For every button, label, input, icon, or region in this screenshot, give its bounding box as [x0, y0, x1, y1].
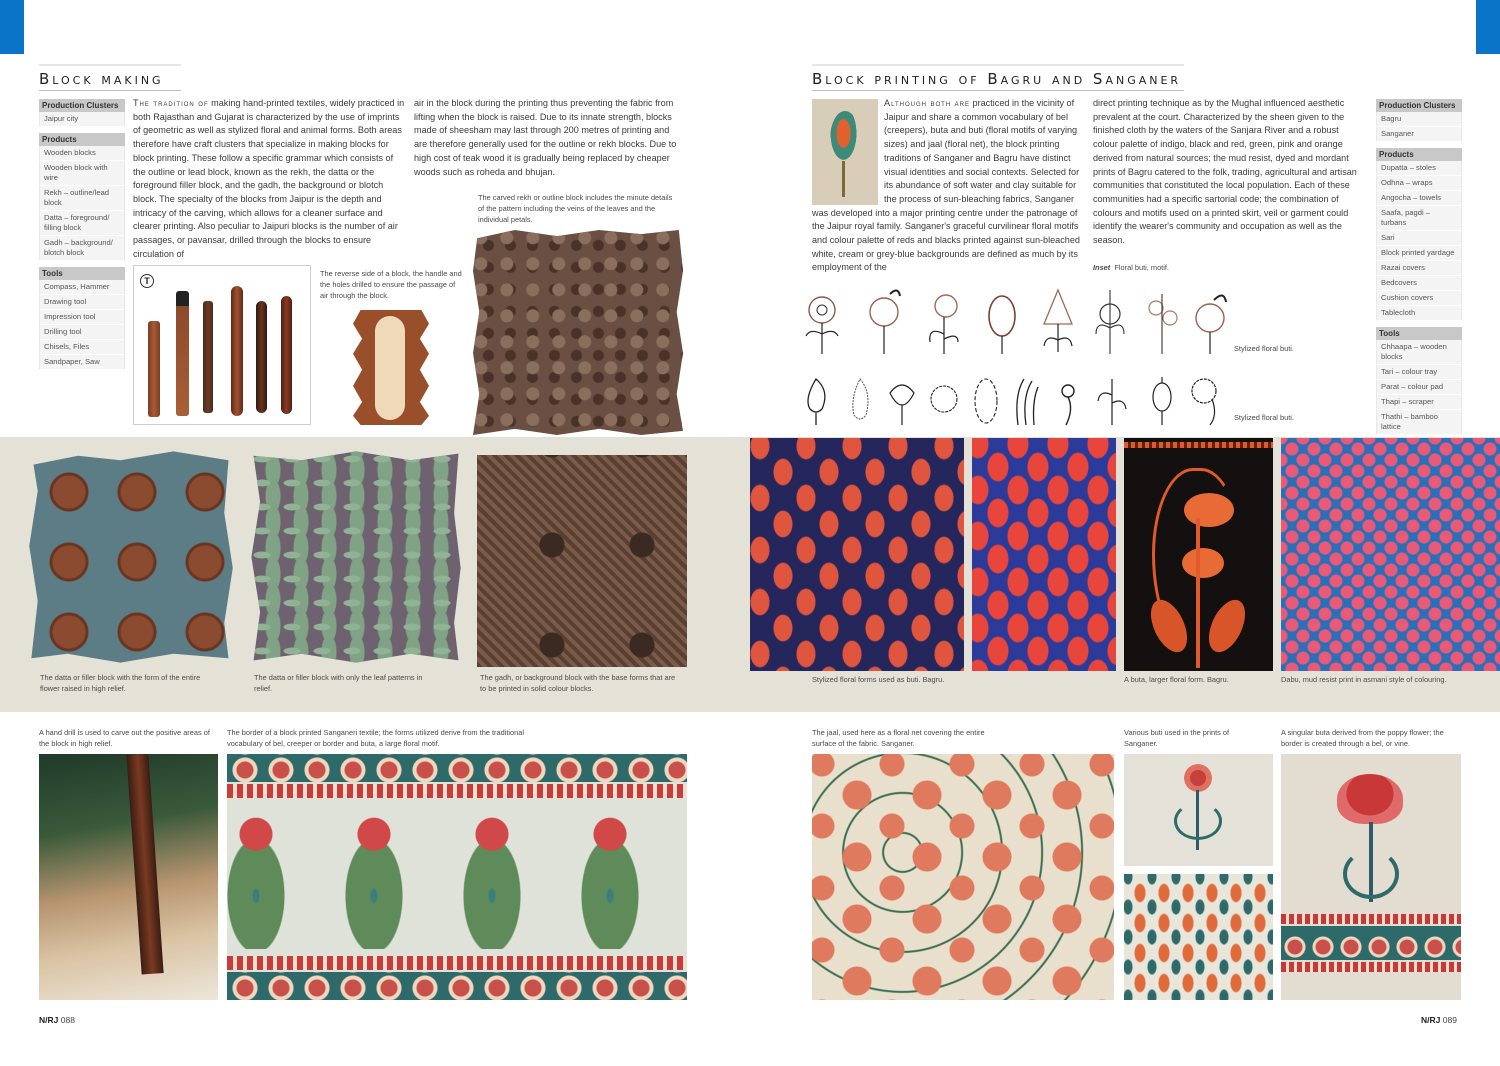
photo-carving-tools	[133, 265, 311, 425]
infobox-row: Saafa, pagdi – turbans	[1376, 206, 1462, 231]
caption-gadh-block: The gadh, or background block with the base forms that are to be printed in solid colour blocks.	[480, 673, 676, 693]
caption-rekh-block: The carved rekh or outline block includes the minute details of the pattern including the veins of the leaves and the individual petals.	[478, 193, 673, 224]
infobox-row: Sandpaper, Saw	[39, 355, 125, 370]
photo-sanganeri-border-textile	[227, 754, 687, 1000]
caption-hand-drill: A hand drill is used to carve out the positive areas of the block in high relief.	[39, 728, 210, 748]
infobox-row: Chhaapa – wooden blocks	[1376, 340, 1462, 365]
infobox-row: Thathi – bamboo lattice	[1376, 410, 1462, 435]
infobox-row: Angocha – towels	[1376, 191, 1462, 206]
infobox-products	[1376, 148, 1462, 321]
caption-buti-row-1: Stylized floral buti.	[1234, 344, 1294, 353]
photo-datta-flower-block	[25, 447, 237, 667]
infobox-row: Impression tool	[39, 310, 125, 325]
tools-mark-icon: T	[140, 274, 154, 288]
page-number-right	[1421, 1015, 1457, 1025]
page-number: 088	[60, 1015, 75, 1025]
photo-dabu-asmani	[1281, 438, 1500, 671]
infobox-production-clusters	[1376, 99, 1462, 142]
caption-border-textile: The border of a block printed Sanganeri textile; the forms utilized derive from the traditional vocabulary of bel, creeper or border and buta, a large floral motif.	[227, 728, 525, 748]
infobox-row: Sari	[1376, 231, 1462, 246]
body-text-left-col2: air in the block during the printing thus preventing the fabric from lifting when the block is raised. Due to its innate strength, blocks made of sheesham may last through 200 metres of printing and are therefore generally used for the outline or rekh blocks. Due to high cost of teak wood it is gradually being replaced by cheaper woods such as roheda and bhujan.	[414, 98, 677, 177]
caption-bagru-buta: A buta, larger floral form. Bagru.	[1124, 675, 1229, 684]
caption-datta-leaf: The datta or filler block with only the leaf patterns in relief.	[254, 673, 423, 693]
body-paragraph: making hand-printed textiles, widely practiced in both Rajasthan and Gujarat is characterized by the use of imprints of geometric as well as stylized floral and animal forms. Both areas therefore have craft clusters that specialize in making blocks for block printing. These follow a specific grammar which consists of the outline or lead block, known as the rekh, the datta or the foreground filler block, and the gadh, the background or blotch block. The specialty of the blocks from Jaipur is the depth and intricacy of the carving, which allows for a cleaner surface and clearer printing. Also peculiar to Jaipuri blocks is the number of air passages, or pavansar, drilled through the blocks to ensure circulation of	[133, 98, 405, 259]
page-edge-tab-left	[0, 0, 24, 54]
caption-datta-flower: The datta or filler block with the form of the entire flower raised in high relief.	[40, 673, 201, 693]
infobox-row: Razai covers	[1376, 261, 1462, 276]
photo-bagru-stylized-buti	[750, 438, 964, 671]
body-text-right-col1	[812, 97, 1084, 275]
caption-various-buti: Various buti used in the prints of Sanganer.	[1124, 728, 1230, 748]
infobox-row: Sanganer	[1376, 127, 1462, 142]
infobox-header: Production Clusters	[39, 99, 125, 112]
infobox-row: Datta – foreground/ filling block	[39, 211, 125, 236]
photo-bagru-buta	[1124, 438, 1273, 671]
infobox-products	[39, 133, 125, 261]
infobox-row: Drilling tool	[39, 325, 125, 340]
photo-bagru-buti-blue	[972, 438, 1116, 671]
infobox-header: Products	[39, 133, 125, 146]
photo-poppy-buta	[1281, 754, 1461, 1000]
infobox-row: Gadh – background/ blotch block	[39, 236, 125, 261]
caption-buti-row-2: Stylized floral buti.	[1234, 413, 1294, 422]
infobox-row: Odhna – wraps	[1376, 176, 1462, 191]
infobox-header: Tools	[39, 267, 125, 280]
page-edge-tab-right	[1476, 0, 1500, 54]
infobox-row: Parat – colour pad	[1376, 380, 1462, 395]
infobox-header: Tools	[1376, 327, 1462, 340]
caption-inset	[1093, 262, 1293, 273]
photo-sanganer-buti-single	[1124, 754, 1273, 866]
photo-block-reverse	[345, 310, 437, 425]
body-text-left-col1	[133, 97, 405, 261]
infobox-header: Products	[1376, 148, 1462, 161]
infobox-row: Cushion covers	[1376, 291, 1462, 306]
caption-dabu: Dabu, mud resist print in asmani style of colouring.	[1281, 675, 1447, 684]
body-text-right-col2: direct printing technique as by the Mughal influenced aesthetic prevalent at the court. Characterized by the sheen given to the finished cloth by the waters of the Sanjara River and a robust colour palette of indigo, black and red, green, pink and orange derived from natural sources; the mud resist, dyed and mordant prints of Bagru catered to the folk, trading, agricultural and artisan communities that constituted the local population. Each of these communities had a specific sartorial code; the combination of colours and motifs used on a printed skirt, veil or garment could identify the wearer's community and occupation as well as the season.	[1093, 98, 1357, 246]
infobox-row: Thapi – scraper	[1376, 395, 1462, 410]
infobox-row: Tari – colour tray	[1376, 365, 1462, 380]
infobox-row: Compass, Hammer	[39, 280, 125, 295]
infobox-row: Block printed yardage	[1376, 246, 1462, 261]
infobox-row: Bagru	[1376, 112, 1462, 127]
infobox-row: Wooden block with wire	[39, 161, 125, 186]
section-title-bagru-sanganer: Block printing of Bagru and Sanganer	[812, 64, 1184, 91]
infobox-row: Dupatta – stoles	[1376, 161, 1462, 176]
infobox-header: Production Clusters	[1376, 99, 1462, 112]
photo-hand-drill	[39, 754, 218, 1000]
caption-reverse-block: The reverse side of a block, the handle and the holes drilled to ensure the passage of air through the block.	[320, 269, 462, 300]
photo-rekh-outline-block	[473, 230, 683, 435]
infobox-right	[1376, 99, 1462, 441]
buti-drawings-row-2	[800, 375, 1230, 431]
page-number: 089	[1442, 1015, 1457, 1025]
infobox-row: Rekh – outline/lead block	[39, 186, 125, 211]
body-paragraph: practiced in the vicinity of Jaipur and share a common vocabulary of bel (creepers), buta and buti (floral motifs of varying sizes) and jaal (floral net), the block printing traditions of Sanganer and Bagru have distinct visual identities and social contexts. Selected for its abundance of soft water and clay suitable for the process of sun-bleaching fabrics, Sanganer was developed into a major printing centre under the patronage of the Jaipur royal family. Sanganer's graceful curvilinear floral motifs and colour palette of reds and blacks printed against sun-bleached white, cream or grey-blue backgrounds are defined as much by its employment of the	[812, 98, 1080, 273]
caption-poppy-buta: A singular buta derived from the poppy flower; the border is created through a bel, or vine.	[1281, 728, 1444, 748]
inset-text: Floral buti, motif.	[1114, 263, 1169, 272]
inset-label: Inset	[1093, 263, 1111, 272]
infobox-tools	[39, 267, 125, 370]
photo-sanganer-jaal	[812, 754, 1114, 1000]
caption-bagru-buti: Stylized floral forms used as buti. Bagru.	[812, 675, 945, 684]
page-number-prefix: N/RJ	[1421, 1015, 1441, 1025]
photo-sanganer-buti-repeat	[1124, 874, 1273, 1000]
section-title-block-making: Block making	[39, 64, 181, 91]
infobox-tools	[1376, 327, 1462, 435]
infobox-row: Drawing tool	[39, 295, 125, 310]
infobox-left	[39, 99, 125, 376]
page-number-left	[39, 1015, 75, 1025]
photo-gadh-background-block	[477, 455, 687, 667]
page-number-prefix: N/RJ	[39, 1015, 59, 1025]
infobox-row: Wooden blocks	[39, 146, 125, 161]
infobox-row: Tablecloth	[1376, 306, 1462, 321]
infobox-row: Jaipur city	[39, 112, 125, 127]
infobox-row: Chisels, Files	[39, 340, 125, 355]
lead-in: Although both are	[884, 98, 971, 108]
caption-jaal: The jaal, used here as a floral net covering the entire surface of the fabric. Sanganer.	[812, 728, 985, 748]
photo-datta-leaf-block	[247, 447, 465, 667]
buti-drawings-row-1	[800, 284, 1230, 364]
infobox-production-clusters	[39, 99, 125, 127]
infobox-row: Bedcovers	[1376, 276, 1462, 291]
lead-in: The tradition of	[133, 98, 209, 108]
